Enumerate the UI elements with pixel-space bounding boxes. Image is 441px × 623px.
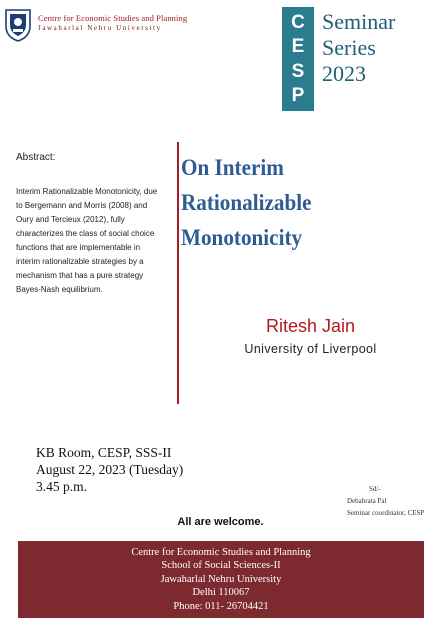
institution-name: Centre for Economic Studies and Planning xyxy=(38,13,188,23)
badge-letter: S xyxy=(291,60,305,82)
badge-letter: P xyxy=(291,85,305,107)
speaker-affiliation: University of Liverpool xyxy=(244,342,377,356)
footer-line: School of Social Sciences-II xyxy=(161,560,281,572)
venue-details xyxy=(36,444,183,495)
footer-line: Jawaharlal Nehru University xyxy=(160,573,282,585)
venue-room: KB Room, CESP, SSS-II xyxy=(36,445,172,460)
footer-address xyxy=(18,541,424,618)
badge-letter: C xyxy=(291,11,305,33)
footer-line: Delhi 110067 xyxy=(192,587,250,599)
series-line: Series xyxy=(322,35,376,60)
venue-date: August 22, 2023 (Tuesday) xyxy=(36,462,184,477)
venue-time: 3.45 p.m. xyxy=(36,479,88,494)
seminar-series-title xyxy=(322,9,395,87)
series-line: Seminar xyxy=(322,9,396,34)
jnu-logo-icon xyxy=(4,8,32,42)
welcome-text: All are welcome. xyxy=(177,516,264,528)
vertical-divider xyxy=(177,142,179,404)
signature-name: Debabrata Pal xyxy=(347,497,387,505)
talk-title: On Interim Rationalizable Monotonicity xyxy=(181,155,312,250)
cesp-badge xyxy=(282,7,314,111)
abstract-heading: Abstract: xyxy=(16,152,56,163)
footer-line: Centre for Economic Studies and Planning xyxy=(131,546,311,558)
university-name: Jawaharlal Nehru University xyxy=(38,24,162,32)
speaker-name: Ritesh Jain xyxy=(265,316,356,336)
series-year: 2023 xyxy=(322,61,366,86)
signature-block xyxy=(347,483,424,519)
badge-letter: E xyxy=(291,36,305,58)
signature-sd: Sd/- xyxy=(369,485,381,493)
footer-phone: Phone: 011- 26704421 xyxy=(173,600,269,612)
abstract-body: Interim Rationalizable Monotonicity, due to Bergemann and Morris (2008) and Oury and Tercieux (2012), fully characterizes the class of social choice functions that are implementable in interim rationalizable strategies by a mechanism that has a pure strategy Bayes-Nash equilibrium. xyxy=(16,187,158,294)
signature-role: Seminar coordinator, CESP xyxy=(347,509,425,517)
